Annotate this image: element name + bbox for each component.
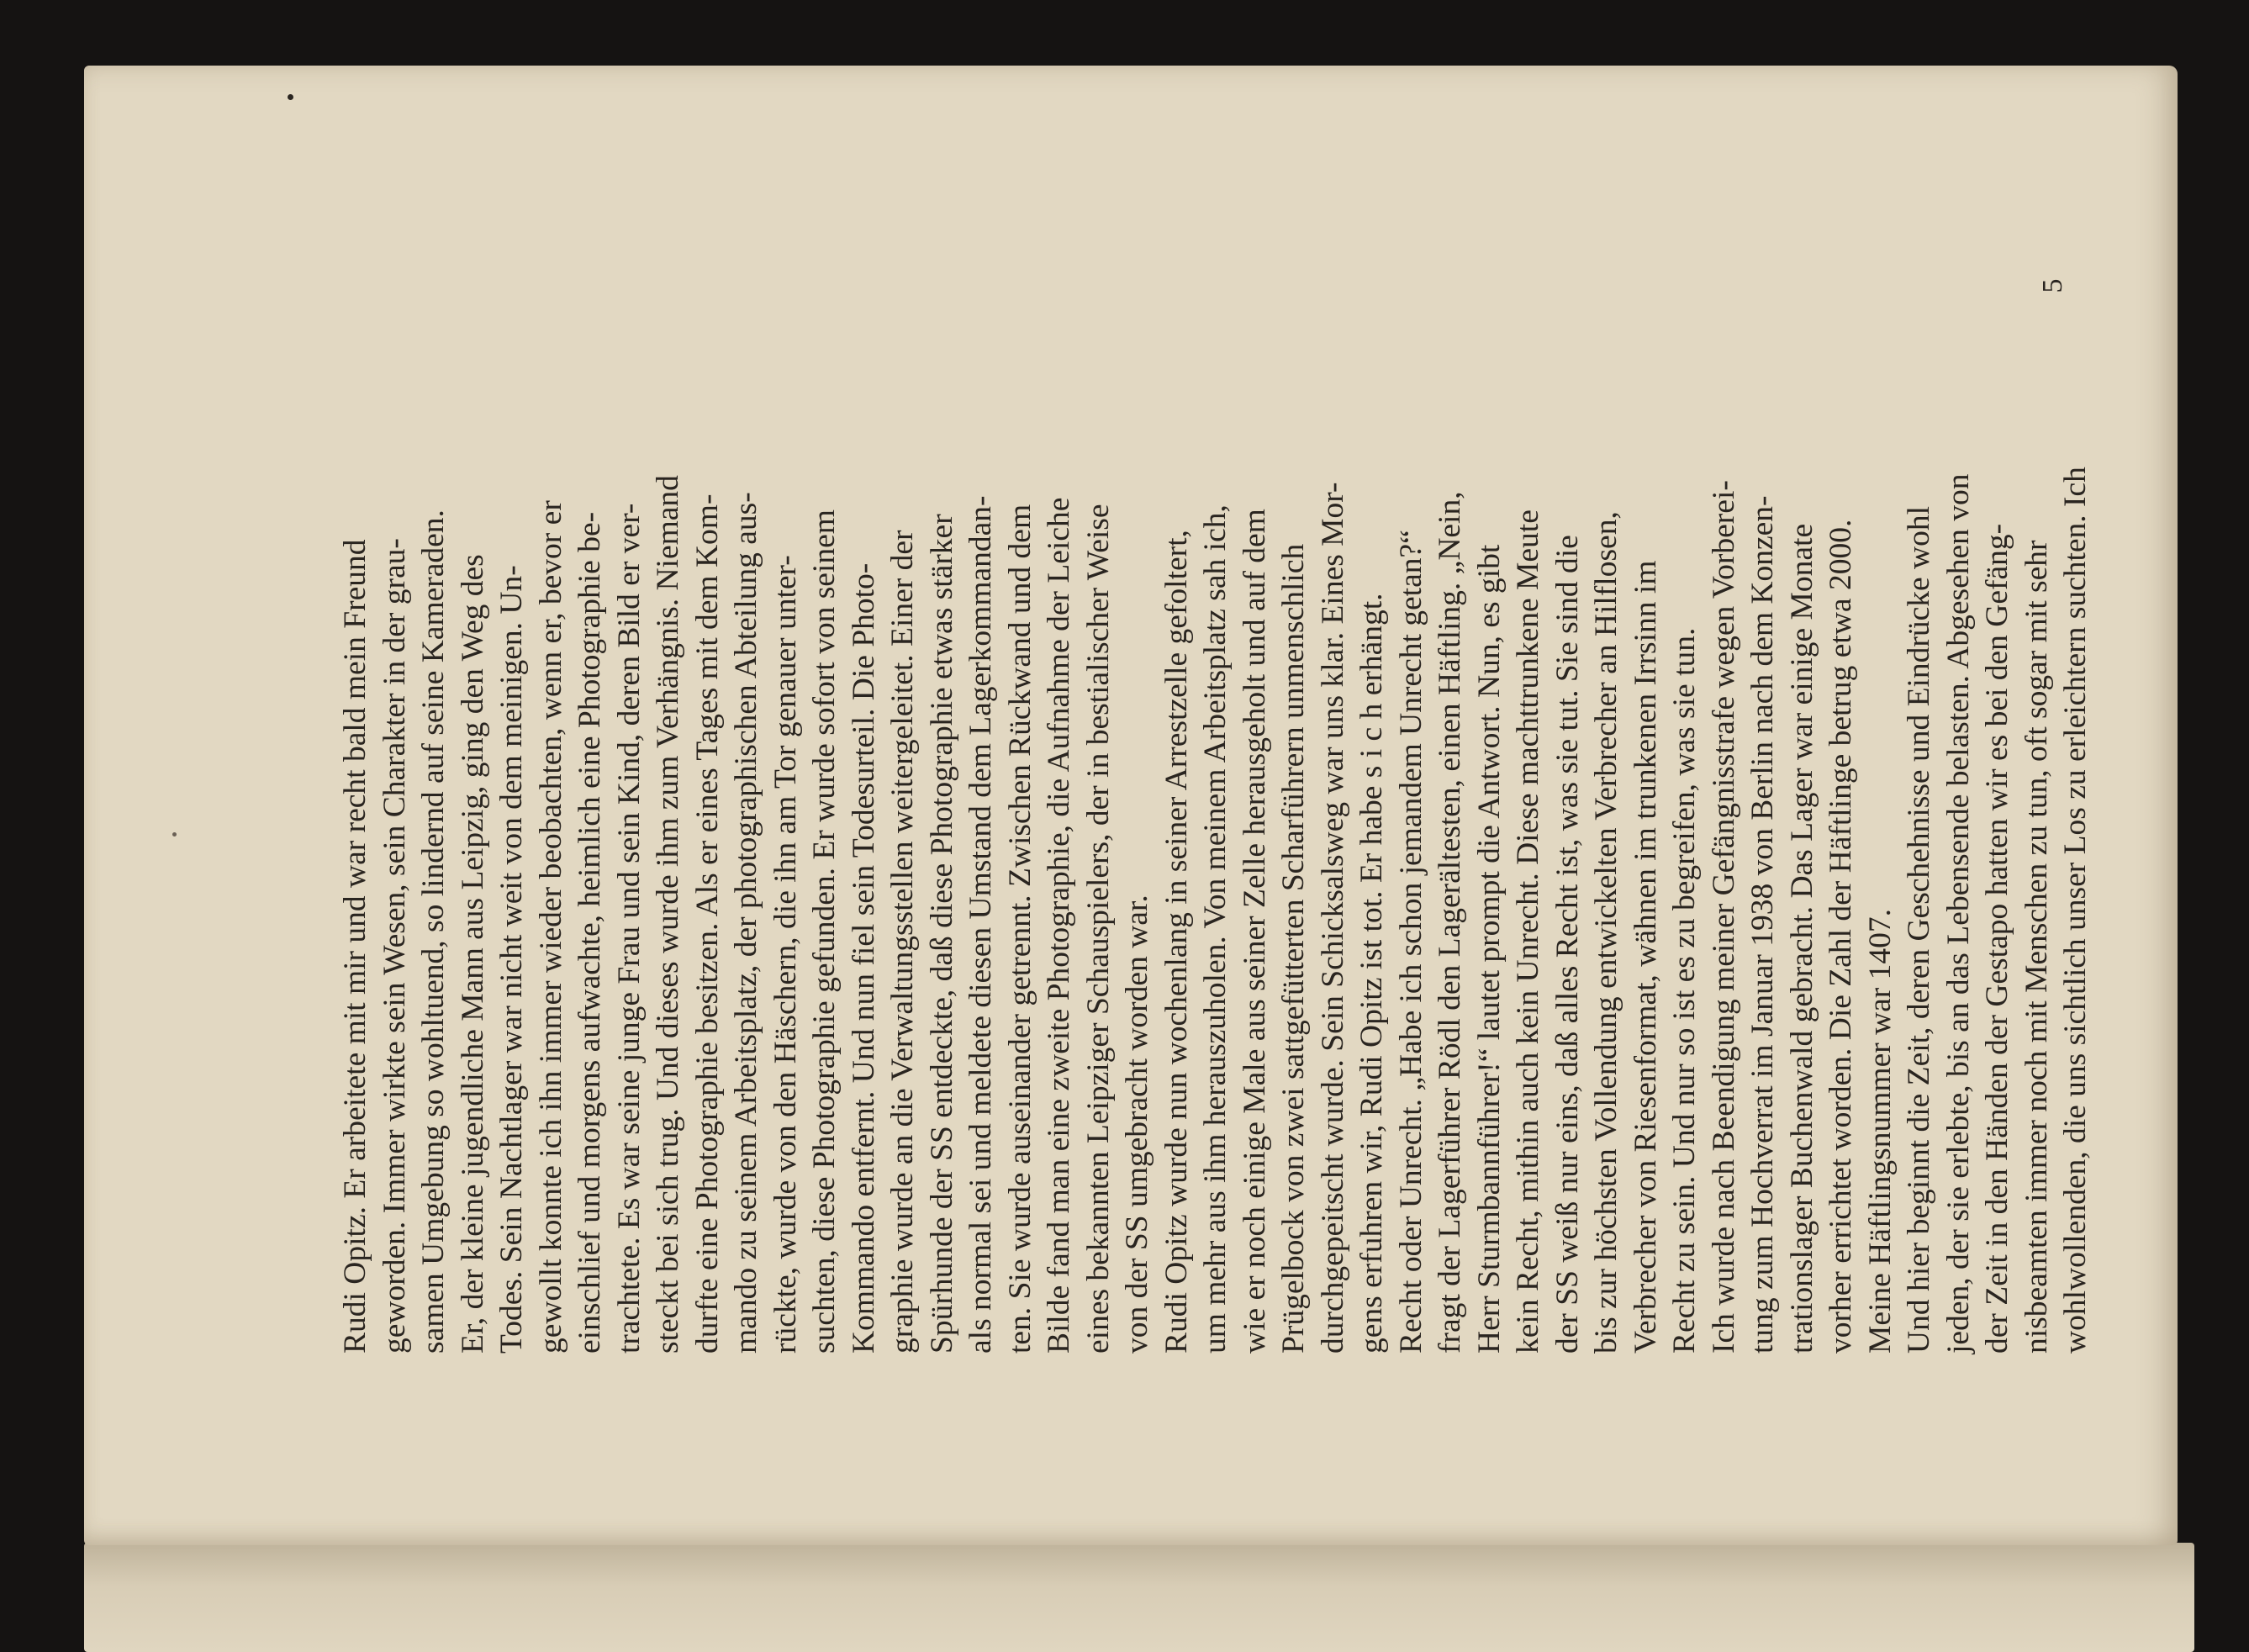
text-line: gewollt konnte ich ihn immer wieder beobachten, wenn er, bevor er <box>533 500 568 1354</box>
text-line: Und hier beginnt die Zeit, deren Geschehnisse und Eindrücke wohl <box>1902 505 1936 1354</box>
text-line: suchten, diese Photographie gefunden. Er wurde sofort von seinem <box>807 509 842 1354</box>
text-line: von der SS umgebracht worden war. <box>1120 895 1154 1354</box>
text-line: der Zeit in den Händen der Gestapo hatten wir es bei den Gefäng- <box>1980 523 2014 1354</box>
text-line: Meine Häftlingsnummer war 1407. <box>1862 908 1898 1354</box>
text-line: graphie wurde an die Verwaltungsstellen weitergeleitet. Einer der <box>885 530 920 1354</box>
page-text-block <box>336 261 2093 1354</box>
text-line: gens erfuhren wir, Rudi Opitz ist tot. Er habe s i c h erhängt. <box>1354 593 1389 1354</box>
text-line: steckt bei sich trug. Und dieses wurde ihm zum Verhängnis. Niemand <box>651 475 685 1354</box>
paragraph <box>1705 261 1901 1354</box>
paragraph <box>1900 261 2096 1354</box>
text-line: trachtete. Es war seine junge Frau und sein Kind, deren Bild er ver- <box>611 503 647 1354</box>
text-line: eines bekannten Leipziger Schauspielers, der in bestialischer Weise <box>1080 504 1116 1354</box>
text-line: als normal sei und meldete diesen Umstand dem Lagerkommandan- <box>963 495 998 1354</box>
text-line: Kommando entfernt. Und nun fiel sein Todesurteil. Die Photo- <box>846 562 881 1354</box>
text-line: tung zum Hochverrat im Januar 1938 von Berlin nach dem Konzen- <box>1745 495 1780 1354</box>
text-line: mando zu seinem Arbeitsplatz, der photographischen Abteilung aus- <box>729 492 763 1354</box>
text-line: geworden. Immer wirkte sein Wesen, sein Charakter in der grau- <box>377 538 412 1354</box>
text-line: nisbeamten immer noch mit Menschen zu tun, oft sogar mit sehr <box>2019 540 2054 1354</box>
text-line: Recht oder Unrecht. „Habe ich schon jemandem Unrecht getan?“ <box>1393 530 1428 1354</box>
text-line: Herr Sturmbannführer!“ lautet prompt die Antwort. Nun, es gibt <box>1471 544 1507 1354</box>
text-line: Rudi Opitz wurde nun wochenlang in seiner Arrestzelle gefoltert, <box>1159 530 1194 1354</box>
text-line: vorher errichtet worden. Die Zahl der Häftlinge betrug etwa 2000. <box>1824 519 1858 1354</box>
paragraph <box>1392 261 1705 1354</box>
text-line: Todes. Sein Nachtlager war nicht weit von dem meinigen. Un- <box>494 565 529 1354</box>
text-line: der SS weiß nur eins, daß alles Recht ist, was sie tut. Sie sind die <box>1549 535 1585 1354</box>
page-number: 5 <box>2037 278 2068 293</box>
underlying-page-edge <box>84 1543 2194 1652</box>
text-line: Prügelbock von zwei sattgefütterten Scharführern unmenschlich <box>1276 543 1311 1354</box>
text-line: bis zur höchsten Vollendung entwickelten Verbrecher an Hilflosen, <box>1589 511 1623 1354</box>
text-line: einschlief und morgens aufwachte, heimlich eine Photographie be- <box>573 511 607 1354</box>
text-line: jeden, der sie erlebte, bis an das Lebensende belasten. Abgesehen von <box>1940 473 1976 1354</box>
text-line: samen Umgebung so wohltuend, so lindernd auf seine Kameraden. <box>416 509 451 1354</box>
text-line: Rudi Opitz. Er arbeitete mit mir und war recht bald mein Freund <box>338 539 372 1354</box>
ink-speck <box>172 832 177 837</box>
text-line: Recht zu sein. Und nur so ist es zu begreifen, was sie tun. <box>1667 627 1702 1354</box>
text-line: durfte eine Photographie besitzen. Als er eines Tages mit dem Kom- <box>689 493 725 1354</box>
paragraph <box>336 261 1158 1354</box>
text-line: Bilde fand man eine zweite Photographie, die Aufnahme der Leiche <box>1042 497 1076 1354</box>
ink-speck <box>288 94 293 100</box>
text-line: wie er noch einige Male aus seiner Zelle herausgeholt und auf dem <box>1237 509 1272 1354</box>
paragraph <box>1158 261 1392 1354</box>
text-line: kein Recht, mithin auch kein Unrecht. Diese machttrunkene Meute <box>1511 509 1545 1354</box>
text-line: Spürhunde der SS entdeckte, daß diese Photographie etwas stärker <box>924 514 959 1354</box>
text-line: ten. Sie wurde auseinander getrennt. Zwischen Rückwand und dem <box>1002 504 1037 1354</box>
text-line: fragt der Lagerführer Rödl den Lagerältesten, einen Häftling. „Nein, <box>1433 491 1467 1354</box>
text-line: wohlwollenden, die uns sichtlich unser Los zu erleichtern suchten. Ich <box>2058 467 2093 1354</box>
text-line: durchgepeitscht wurde. Sein Schicksalsweg war uns klar. Eines Mor- <box>1315 482 1350 1354</box>
text-line: Er, der kleine jugendliche Mann aus Leipzig, ging den Weg des <box>455 554 490 1354</box>
text-line: trationslager Buchenwald gebracht. Das Lager war einige Monate <box>1784 523 1819 1354</box>
text-line: um mehr aus ihm herauszuholen. Von meinem Arbeitsplatz sah ich, <box>1198 504 1233 1354</box>
text-line: Verbrecher von Riesenformat, wähnen im trunkenen Irrsinn im <box>1628 560 1663 1354</box>
text-line: Ich wurde nach Beendigung meiner Gefängnisstrafe wegen Vorberei- <box>1706 480 1741 1354</box>
text-line: rückte, wurde von den Häschern, die ihn am Tor genauer unter- <box>768 555 803 1354</box>
